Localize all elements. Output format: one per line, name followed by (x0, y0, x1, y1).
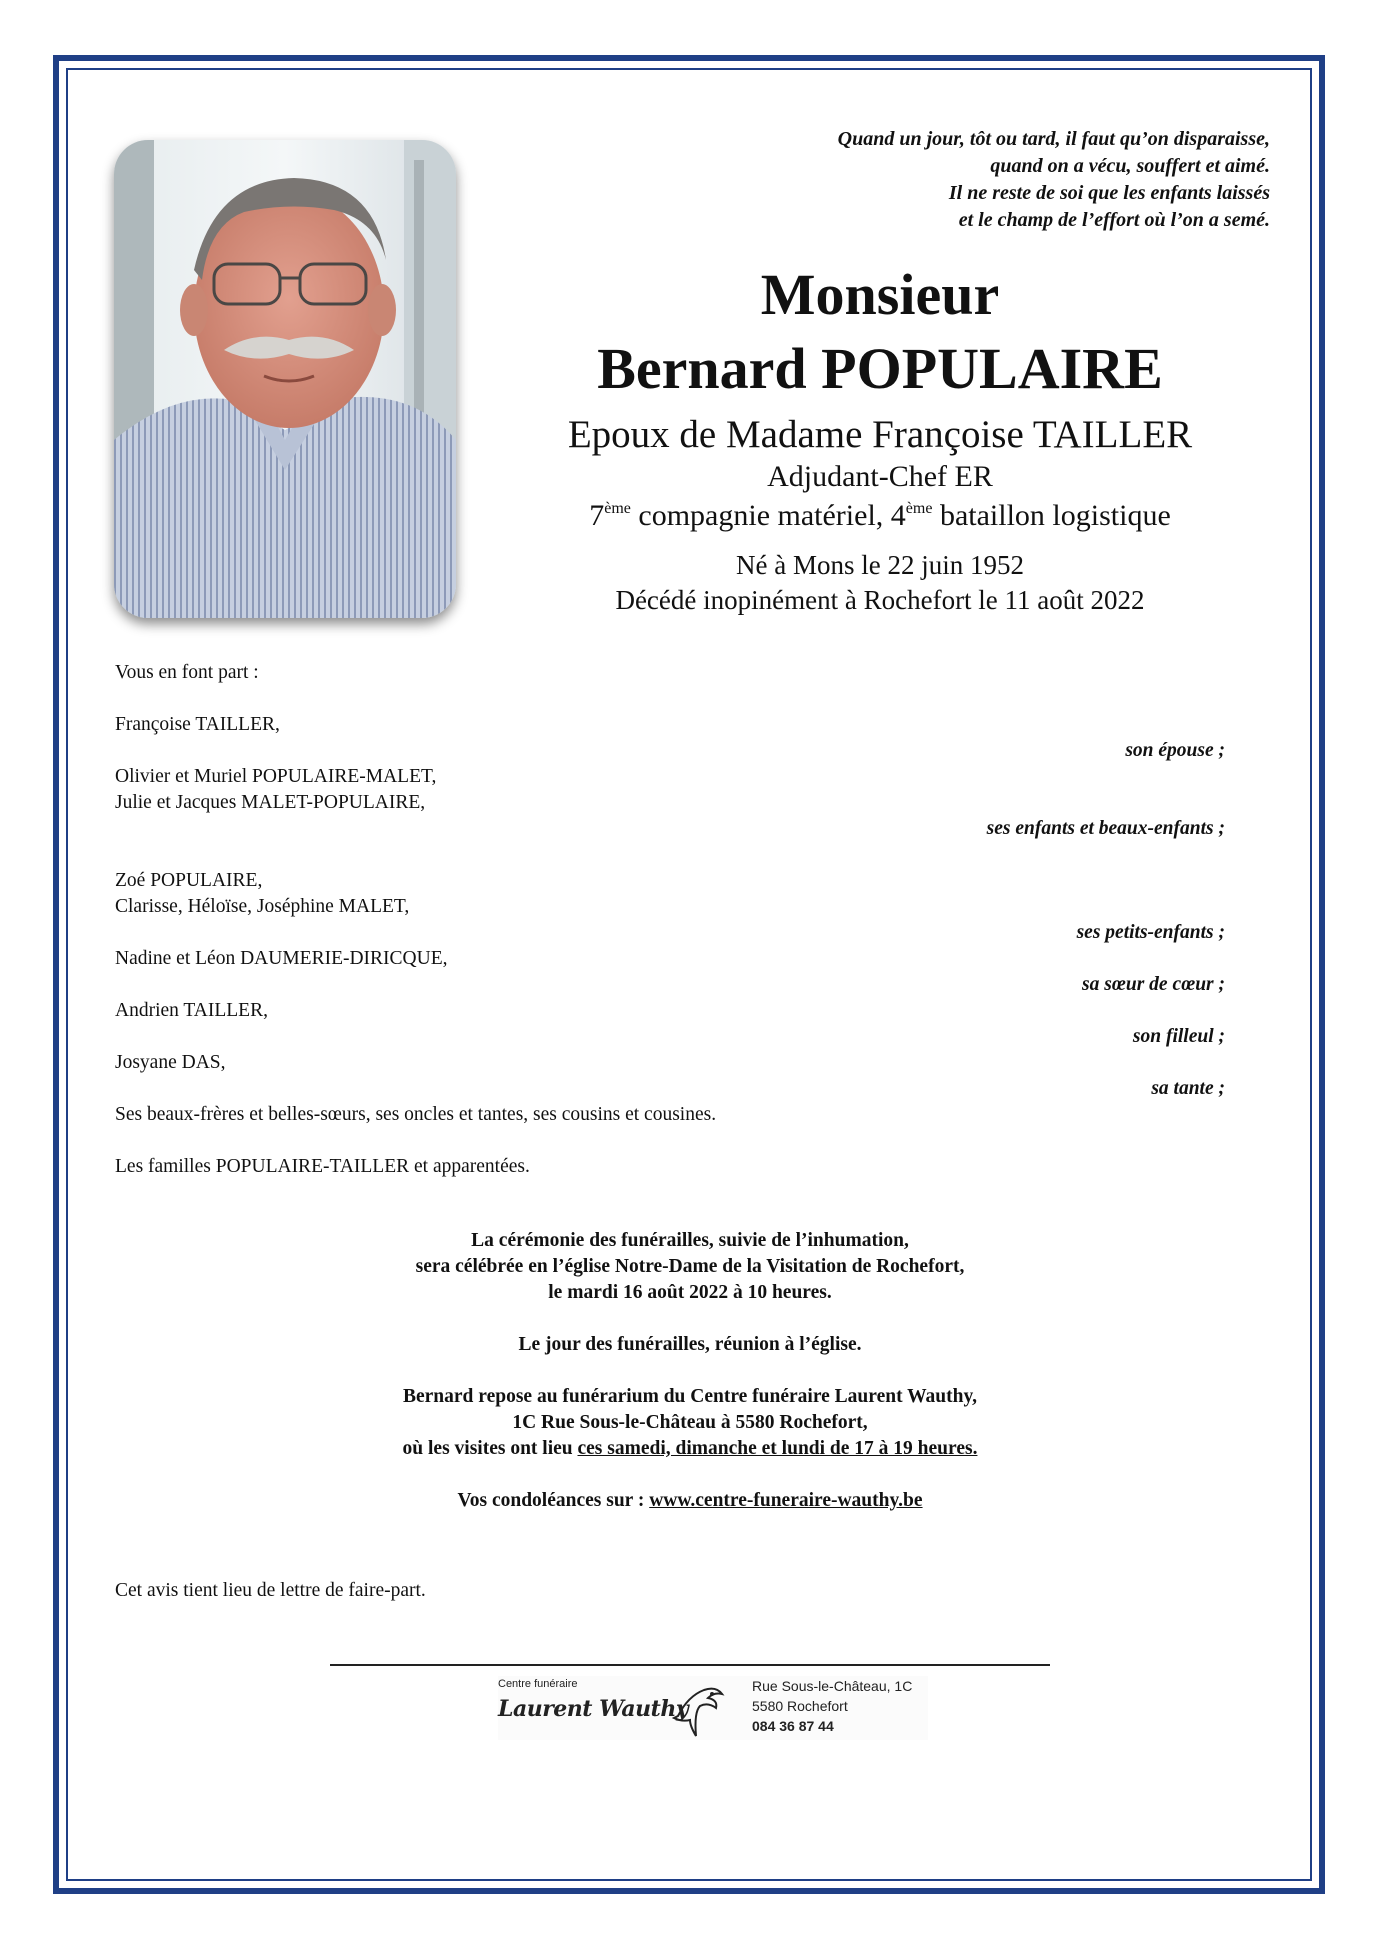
family-member: Olivier et Muriel POPULAIRE-MALET, (115, 766, 437, 787)
ceremony-line: sera célébrée en l’église Notre-Dame de la Visitation de Rochefort, (415, 1256, 965, 1277)
family-member: Andrien TAILLER, (115, 1000, 268, 1021)
unit-number: 7 (589, 499, 605, 532)
condolences-link[interactable]: www.centre-funeraire-wauthy.be (649, 1490, 923, 1511)
deceased-header (520, 258, 1240, 618)
portrait-illustration (114, 140, 456, 618)
relation-label: son épouse ; (1125, 740, 1225, 761)
relation-label: ses petits-enfants ; (1076, 922, 1225, 943)
battalion-ordinal: ème (905, 500, 933, 517)
funeral-home-logo (498, 1676, 928, 1740)
quote-line: Il ne reste de soi que les enfants laissés (948, 182, 1270, 204)
visits-hours: ces samedi, dimanche et lundi de 17 à 19 heures. (577, 1438, 978, 1459)
epigraph-quote (540, 126, 1270, 234)
logo-script-name: Laurent Wauthy (498, 1696, 689, 1722)
relation-label: sa sœur de cœur ; (1081, 974, 1225, 995)
rank-line: Adjudant-Chef ER (767, 460, 993, 493)
visits-line (180, 1436, 1200, 1462)
unit-ordinal: ème (604, 500, 631, 517)
condolences-line (180, 1488, 1200, 1514)
death-line: Décédé inopinément à Rochefort le 11 août 2022 (615, 585, 1145, 615)
phone-number: 084 36 87 44 (752, 1718, 834, 1734)
quote-line: Quand un jour, tôt ou tard, il faut qu’on disparaisse, (837, 128, 1270, 150)
relation-label: ses enfants et beaux-enfants ; (986, 818, 1225, 839)
extended-family: Ses beaux-frères et belles-sœurs, ses oncles et tantes, ses cousins et cousines. (115, 1104, 717, 1125)
family-member: Zoé POPULAIRE, (115, 870, 263, 891)
visits-prefix: où les visites ont lieu (402, 1438, 578, 1459)
deceased-name: Bernard POPULAIRE (597, 336, 1163, 401)
quote-line: quand on a vécu, souffert et aimé. (990, 155, 1270, 177)
reunion-line: Le jour des funérailles, réunion à l’église. (518, 1334, 862, 1355)
logo-caption: Centre funéraire (498, 1678, 578, 1690)
unit-text: compagnie matériel, 4 (630, 499, 906, 532)
ceremony-date: le mardi 16 août 2022 à 10 heures. (548, 1282, 832, 1303)
address-city: 5580 Rochefort (752, 1698, 848, 1714)
family-member: Clarisse, Héloïse, Joséphine MALET, (115, 896, 410, 917)
families-line: Les familles POPULAIRE-TAILLER et apparentées. (115, 1156, 530, 1177)
unit-line (520, 496, 1240, 536)
spouse-line: Epoux de Madame Françoise TAILLER (567, 413, 1193, 456)
funeral-home-address (752, 1676, 912, 1736)
battalion-text: bataillon logistique (932, 499, 1171, 532)
family-member: Julie et Jacques MALET-POPULAIRE, (115, 792, 426, 813)
relation-label: sa tante ; (1151, 1078, 1225, 1099)
family-member: Josyane DAS, (115, 1052, 226, 1073)
footer-divider (330, 1664, 1050, 1666)
address-street: Rue Sous-le-Château, 1C (752, 1678, 913, 1694)
ceremony-details (180, 1228, 1200, 1540)
birth-line: Né à Mons le 22 juin 1952 (736, 550, 1024, 580)
relation-label: son filleul ; (1132, 1026, 1225, 1047)
portrait-photo (114, 140, 456, 618)
bird-icon (668, 1676, 726, 1740)
funerarium-address: 1C Rue Sous-le-Château à 5580 Rochefort, (512, 1412, 868, 1433)
family-member: Françoise TAILLER, (115, 714, 280, 735)
condolences-prefix: Vos condoléances sur : (457, 1490, 650, 1511)
ceremony-line: La cérémonie des funérailles, suivie de l’inhumation, (471, 1230, 909, 1251)
faire-part-note: Cet avis tient lieu de lettre de faire-part. (115, 1580, 426, 1601)
honorific-title: Monsieur (760, 262, 1000, 327)
family-list (115, 660, 1225, 1180)
intro-line: Vous en font part : (115, 662, 259, 683)
funerarium-line: Bernard repose au funérarium du Centre funéraire Laurent Wauthy, (402, 1386, 977, 1407)
quote-line: et le champ de l’effort où l’on a semé. (958, 209, 1270, 231)
family-member: Nadine et Léon DAUMERIE-DIRICQUE, (115, 948, 448, 969)
